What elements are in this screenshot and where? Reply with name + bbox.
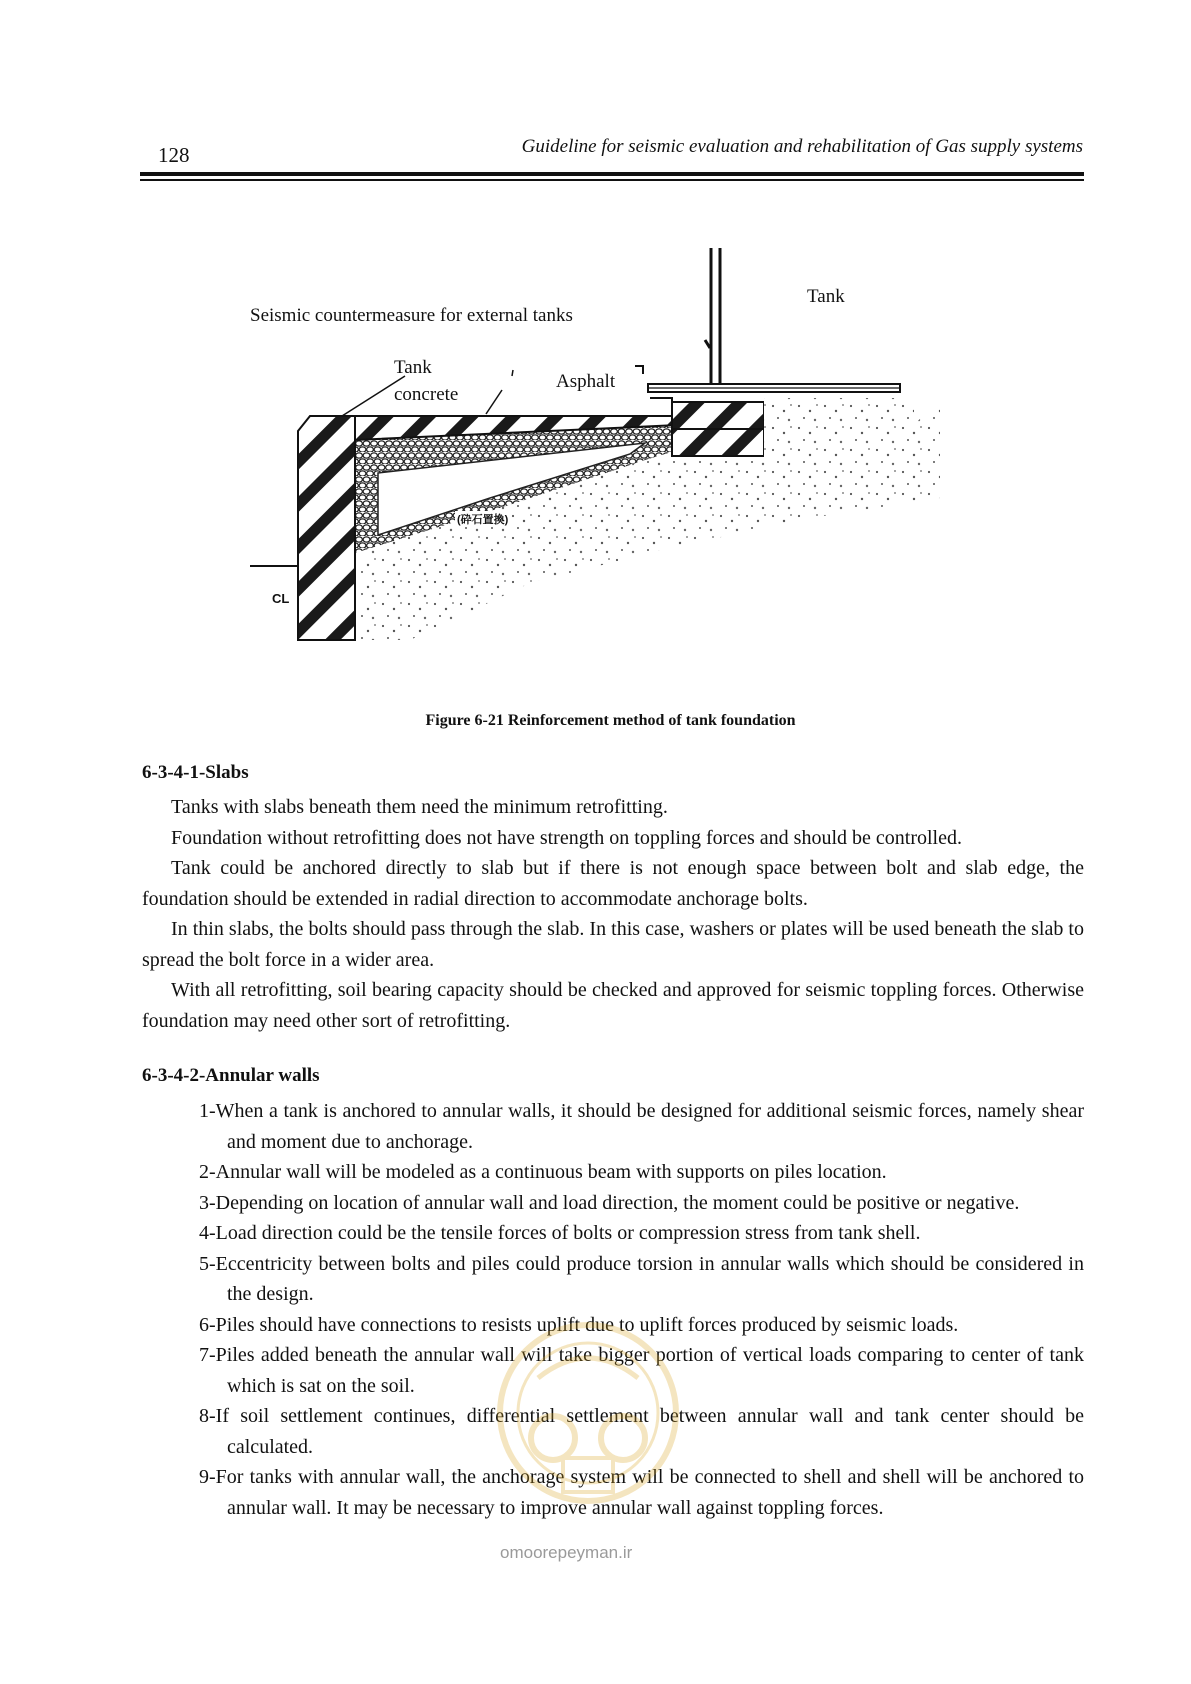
page-number: 128 bbox=[158, 143, 190, 167]
slabs-body bbox=[142, 792, 1084, 1036]
retaining-wall bbox=[298, 416, 355, 640]
figure-inner-title: Seismic countermeasure for external tanks bbox=[250, 305, 573, 326]
label-asphalt: Asphalt bbox=[556, 371, 616, 392]
header-rule bbox=[140, 172, 1084, 176]
label-tank-concrete-line1: Tank bbox=[394, 357, 432, 378]
list-item: 8-If soil settlement continues, differential settlement between annular wall and tank center should be calculated. bbox=[199, 1405, 1084, 1458]
section-heading-annular-walls: 6-3-4-2-Annular walls bbox=[142, 1065, 320, 1086]
asphalt-leader bbox=[486, 390, 502, 414]
paragraph: Foundation without retrofitting does not have strength on toppling forces and should be controlled. bbox=[171, 826, 962, 849]
list-item: 6-Piles should have connections to resists uplift due to uplift forces produced by seismic loads. bbox=[199, 1313, 959, 1336]
label-tank-concrete-line2: concrete bbox=[394, 384, 459, 405]
list-item: 2-Annular wall will be modeled as a continuous beam with supports on piles location. bbox=[199, 1161, 887, 1183]
running-title: Guideline for seismic evaluation and rehabilitation of Gas supply systems bbox=[521, 136, 1083, 157]
paragraph: With all retrofitting, soil bearing capacity should be checked and approved for seismic toppling forces. Otherwise foundation may need other sort of retrofitting. bbox=[142, 979, 1084, 1032]
label-tank-concrete bbox=[394, 354, 458, 408]
list-item: 7-Piles added beneath the annular wall will take bigger portion of vertical loads comparing to center of tank which is sat on the soil. bbox=[199, 1344, 1084, 1397]
tank-foundation-figure bbox=[250, 248, 995, 690]
list-item: 4-Load direction could be the tensile forces of bolts or compression stress from tank shell. bbox=[199, 1222, 921, 1244]
watermark-text: omoorepeyman.ir bbox=[500, 1543, 633, 1562]
header-rule-thin bbox=[140, 179, 1084, 181]
paragraph: Tanks with slabs beneath them need the minimum retrofitting. bbox=[171, 796, 668, 818]
watermark-logo bbox=[483, 1318, 693, 1558]
label-tank: Tank bbox=[807, 286, 845, 307]
list-item: 5-Eccentricity between bolts and piles could produce torsion in annular walls which should be considered in the design. bbox=[199, 1252, 1084, 1305]
list-item: 3-Depending on location of annular wall and load direction, the moment could be positive or negative. bbox=[199, 1191, 1020, 1214]
paragraph: Tank could be anchored directly to slab but if there is not enough space between bolt and slab edge, the foundation should be extended in radial direction to accommodate anchorage bolts. bbox=[142, 857, 1084, 910]
list-item: 9-For tanks with annular wall, the anchorage system will be connected to shell and shell will be anchored to annular wall. It may be necessary to improve annular wall against toppling forces. bbox=[199, 1466, 1084, 1519]
paragraph: In thin slabs, the bolts should pass through the slab. In this case, washers or plates will be used beneath the slab to spread the bolt force in a wider area. bbox=[142, 918, 1084, 971]
label-fill: (砕石置換) bbox=[455, 511, 510, 527]
list-item: 1-When a tank is anchored to annular walls, it should be designed for additional seismic forces, namely shear and moment due to anchorage. bbox=[199, 1100, 1084, 1153]
label-cl: CL bbox=[272, 591, 290, 606]
figure-caption: Figure 6-21 Reinforcement method of tank foundation bbox=[425, 712, 796, 729]
section-heading-slabs: 6-3-4-1-Slabs bbox=[142, 762, 249, 783]
